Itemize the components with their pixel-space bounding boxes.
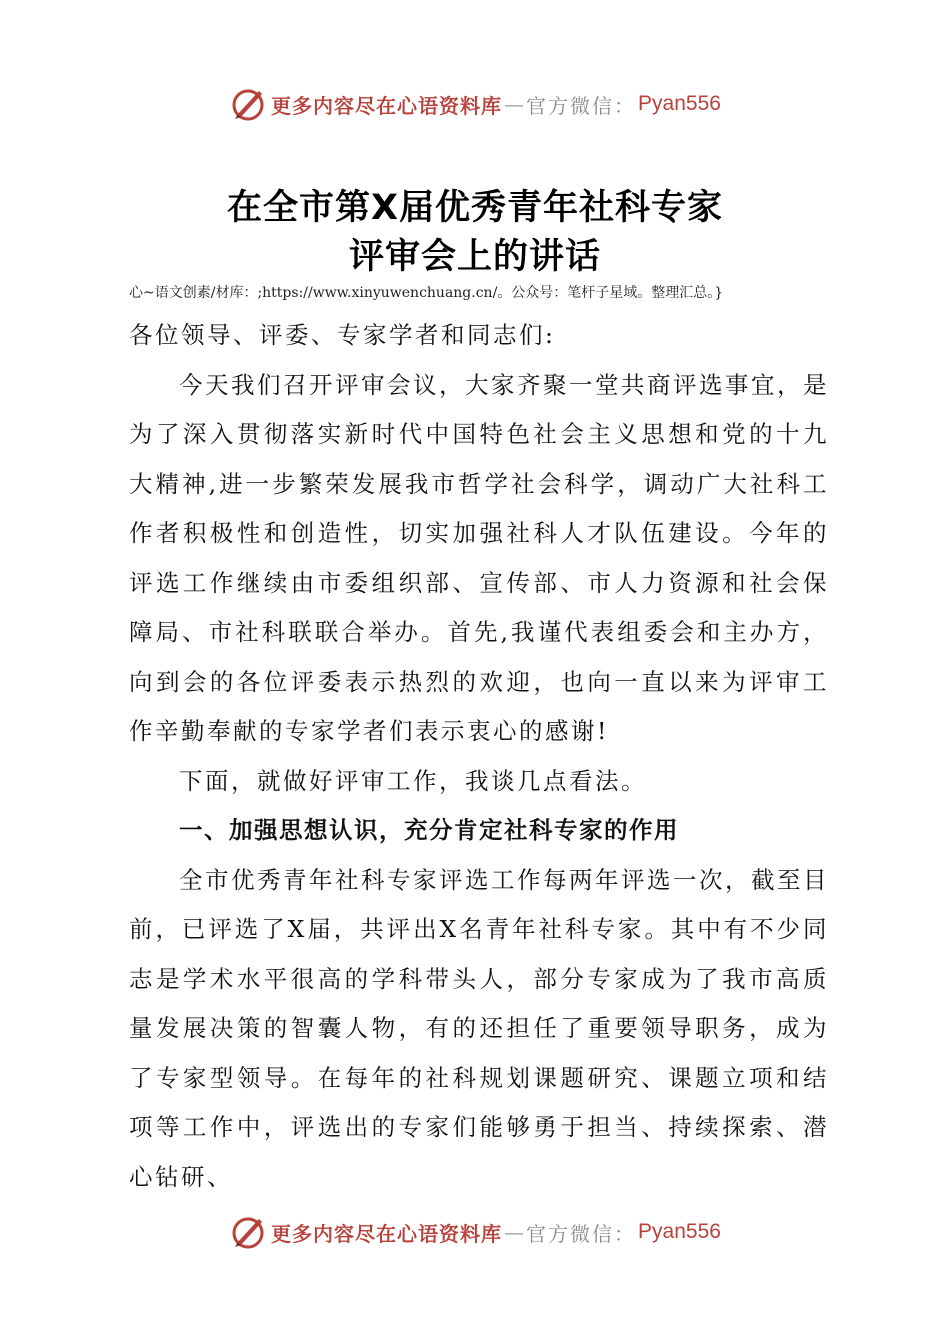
- paragraph: 下面，就做好评审工作，我谈几点看法。: [179, 766, 647, 795]
- section-heading: 一、加强思想认识，充分肯定社科专家的作用: [179, 816, 679, 844]
- banner-text: 更多内容尽在心语资料库: [271, 93, 503, 118]
- banner-wechat-id: Pyan556: [638, 92, 721, 115]
- document-title-line-1: 在全市第X届优秀青年社科专家: [227, 188, 723, 228]
- source-line: 心~语文创素/材库：;https://www.xinyuwenchuang.cn/。公众号：笔杆子星域。整理汇总。}: [129, 285, 724, 301]
- banner-label: 官方微信：: [526, 93, 637, 118]
- banner-separator: —: [504, 92, 525, 116]
- paragraph: 全市优秀青年社科专家评选工作每两年评选一次，截至目前，已评选了X届，共评出X名青年社科专家。其中有不少同志是学术水平很高的学科带头人，部分专家成为了我市高质量发展决策的智囊人物，有的还担任了重要领导职务，成为了专家型领导。在每年的社科规划课题研究、课题立项和结项等工作中，评选出的专家们能够勇于担当、持续探索、潜心钻研、: [129, 865, 829, 1191]
- salutation: 各位领导、评委、专家学者和同志们:: [129, 321, 556, 349]
- banner-separator: —: [504, 1220, 525, 1244]
- header-banner: [0, 82, 950, 126]
- document-title-line-2: 评审会上的讲话: [348, 237, 601, 277]
- footer-banner: [0, 1210, 950, 1254]
- banner-text: 更多内容尽在心语资料库: [271, 1221, 503, 1246]
- pen-logo-icon: [229, 85, 267, 123]
- banner-label: 官方微信：: [526, 1221, 637, 1246]
- pen-logo-icon: [229, 1213, 267, 1251]
- paragraph: 今天我们召开评审会议，大家齐聚一堂共商评选事宜，是为了深入贯彻落实新时代中国特色社会主义思想和党的十九大精神,进一步繁荣发展我市哲学社会科学，调动广大社科工作者积极性和创造性，切实加强社科人才队伍建设。今年的评选工作继续由市委组织部、宣传部、市人力资源和社会保障局、市社科联联合举办。首先,我谨代表组委会和主办方，向到会的各位评委表示热烈的欢迎，也向一直以来为评审工作辛勤奉献的专家学者们表示衷心的感谢!: [129, 370, 829, 745]
- document-body: [129, 311, 829, 1202]
- banner-wechat-id: Pyan556: [638, 1220, 721, 1243]
